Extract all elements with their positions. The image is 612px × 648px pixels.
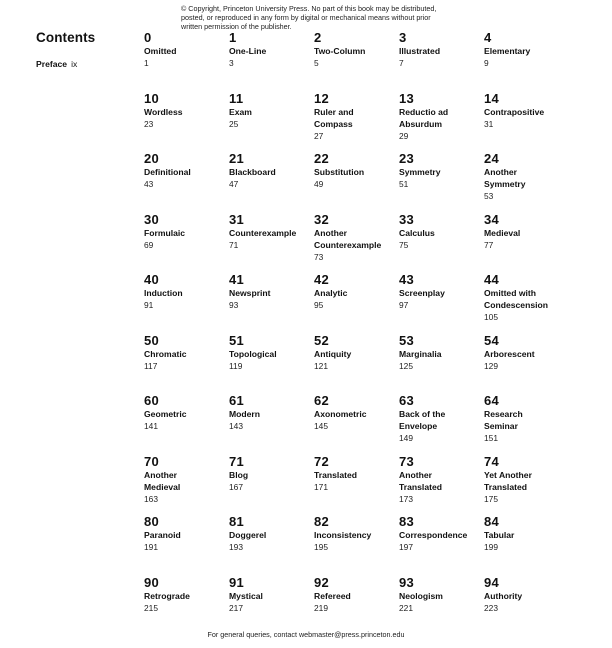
chapter-number: 30: [144, 211, 160, 227]
chapter-title: Omitted: [144, 46, 177, 56]
chapter-page-number: 195: [314, 542, 328, 552]
chapter-page-number: 151: [484, 433, 498, 443]
chapter-title: Another Counterexample: [314, 227, 382, 250]
toc-entry: [399, 213, 484, 274]
chapter-number: 22: [314, 151, 330, 166]
chapter-page-number: 1: [144, 58, 149, 68]
chapter-page-number: 73: [314, 251, 324, 262]
chapter-page-number: 91: [144, 300, 154, 310]
toc-entry: [484, 515, 569, 576]
toc-entry: [229, 273, 314, 334]
chapter-number: 10: [144, 90, 160, 106]
toc-entry: [314, 273, 399, 334]
chapter-page-number: 221: [399, 602, 413, 613]
chapter-title: Formulaic: [144, 227, 186, 238]
chapter-number: 52: [314, 332, 330, 348]
chapter-title: Blackboard: [229, 167, 276, 177]
chapter-page-number: 51: [399, 179, 409, 189]
chapter-number: 2: [314, 30, 322, 45]
toc-entry: [229, 334, 314, 395]
toc-entry: [484, 576, 569, 637]
chapter-number: 13: [399, 90, 415, 106]
toc-entry: [399, 92, 484, 153]
chapter-number: 60: [144, 393, 160, 408]
toc-entry: [314, 576, 399, 637]
chapter-title: Chromatic: [144, 348, 187, 359]
toc-entry: [484, 31, 569, 92]
copyright-notice: © Copyright, Princeton University Press. No part of this book may be distributed, posted, or reproduced in any form by digital or mechanical means without prior written permission of the publisher.: [181, 4, 437, 31]
toc-entry: [484, 455, 569, 516]
toc-entry: [484, 92, 569, 153]
chapter-number: 92: [314, 574, 330, 590]
chapter-page-number: 217: [229, 602, 243, 613]
chapter-title: Another Translated: [399, 469, 442, 492]
chapter-number: 20: [144, 151, 160, 166]
toc-entry: [144, 394, 229, 455]
toc-entry: [484, 213, 569, 274]
chapter-title: Authority: [484, 590, 523, 601]
chapter-title: Induction: [144, 288, 183, 298]
chapter-page-number: 69: [144, 239, 154, 250]
chapter-number: 90: [144, 574, 160, 590]
chapter-page-number: 43: [144, 179, 154, 189]
contents-heading: Contents: [36, 30, 96, 45]
chapter-title: Calculus: [399, 227, 435, 238]
chapter-page-number: 27: [314, 130, 324, 141]
chapter-title: Inconsistency: [314, 530, 372, 540]
chapter-number: 11: [229, 90, 244, 106]
toc-entry: [144, 31, 229, 92]
chapter-number: 42: [314, 272, 330, 287]
toc-entry: [314, 213, 399, 274]
chapter-page-number: 31: [484, 118, 494, 129]
chapter-title: Contrapositive: [484, 106, 545, 117]
chapter-title: Two-Column: [314, 46, 366, 56]
chapter-number: 4: [484, 30, 492, 45]
toc-entry: [399, 152, 484, 213]
toc-entry: [399, 31, 484, 92]
chapter-page-number: 75: [399, 239, 409, 250]
chapter-number: 81: [229, 514, 245, 529]
toc-grid: [144, 31, 594, 636]
chapter-page-number: 29: [399, 130, 409, 141]
chapter-title: Neologism: [399, 590, 443, 601]
toc-entry: [229, 515, 314, 576]
chapter-number: 71: [229, 453, 245, 469]
chapter-page-number: 223: [484, 602, 498, 613]
chapter-number: 33: [399, 211, 415, 227]
chapter-number: 53: [399, 332, 415, 348]
toc-entry: [144, 273, 229, 334]
chapter-page-number: 3: [229, 58, 234, 68]
chapter-number: 54: [484, 332, 500, 348]
chapter-title: Counterexample: [229, 227, 297, 238]
toc-entry: [314, 515, 399, 576]
chapter-page-number: 117: [144, 360, 158, 371]
chapter-page-number: 191: [144, 542, 158, 552]
chapter-title: Yet Another Translated: [484, 469, 532, 492]
chapter-page-number: 119: [229, 360, 243, 371]
chapter-number: 70: [144, 453, 160, 469]
toc-entry: [229, 455, 314, 516]
chapter-page-number: 173: [399, 493, 413, 504]
chapter-title: Elementary: [484, 46, 531, 56]
chapter-title: Definitional: [144, 167, 191, 177]
preface-entry: [36, 59, 77, 69]
chapter-number: 1: [229, 30, 237, 45]
chapter-page-number: 77: [484, 239, 494, 250]
chapter-number: 43: [399, 272, 415, 287]
toc-entry: [229, 394, 314, 455]
chapter-number: 94: [484, 574, 500, 590]
chapter-title: Analytic: [314, 288, 348, 298]
toc-entry: [314, 152, 399, 213]
chapter-title: Screenplay: [399, 288, 445, 298]
chapter-number: 40: [144, 272, 160, 287]
chapter-page-number: 95: [314, 300, 324, 310]
chapter-title: Reductio ad Absurdum: [399, 106, 449, 129]
toc-entry: [229, 92, 314, 153]
chapter-number: 51: [229, 332, 245, 348]
chapter-number: 73: [399, 453, 415, 469]
chapter-title: Medieval: [484, 227, 521, 238]
toc-entry: [144, 515, 229, 576]
footer-contact: For general queries, contact webmaster@press.princeton.edu: [207, 630, 405, 639]
chapter-page-number: 53: [484, 191, 494, 201]
toc-entry: [314, 394, 399, 455]
chapter-number: 80: [144, 514, 160, 529]
toc-entry: [229, 213, 314, 274]
chapter-number: 93: [399, 574, 415, 590]
toc-entry: [314, 92, 399, 153]
chapter-number: 84: [484, 514, 500, 529]
chapter-title: Retrograde: [144, 590, 190, 601]
chapter-number: 63: [399, 393, 415, 408]
toc-entry: [399, 334, 484, 395]
toc-entry: [314, 455, 399, 516]
chapter-page-number: 129: [484, 360, 498, 371]
chapter-page-number: 193: [229, 542, 243, 552]
toc-entry: [229, 31, 314, 92]
chapter-number: 34: [484, 211, 500, 227]
chapter-title: Axonometric: [314, 409, 367, 419]
chapter-title: Tabular: [484, 530, 515, 540]
chapter-title: Another Medieval: [144, 469, 181, 492]
chapter-page-number: 9: [484, 58, 489, 68]
chapter-title: Illustrated: [399, 46, 441, 56]
chapter-page-number: 49: [314, 179, 324, 189]
chapter-title: Refereed: [314, 590, 351, 601]
chapter-title: Back of the Envelope: [399, 409, 446, 431]
chapter-title: Marginalia: [399, 348, 442, 359]
chapter-page-number: 5: [314, 58, 319, 68]
chapter-number: 0: [144, 30, 152, 45]
chapter-title: Modern: [229, 409, 261, 419]
chapter-title: Blog: [229, 469, 249, 480]
toc-entry: [484, 273, 569, 334]
chapter-page-number: 171: [314, 481, 328, 492]
toc-entry: [484, 152, 569, 213]
chapter-number: 3: [399, 30, 407, 45]
chapter-title: Topological: [229, 348, 277, 359]
chapter-number: 12: [314, 90, 330, 106]
toc-entry: [144, 92, 229, 153]
chapter-title: Wordless: [144, 106, 183, 117]
toc-entry: [144, 334, 229, 395]
chapter-page-number: 215: [144, 602, 158, 613]
toc-entry: [144, 455, 229, 516]
chapter-page-number: 125: [399, 360, 413, 371]
chapter-number: 72: [314, 453, 330, 469]
chapter-number: 44: [484, 272, 500, 287]
chapter-page-number: 143: [229, 421, 243, 431]
toc-entry: [144, 576, 229, 637]
chapter-title: Geometric: [144, 409, 187, 419]
chapter-number: 83: [399, 514, 415, 529]
toc-entry: [314, 31, 399, 92]
chapter-title: Exam: [229, 106, 252, 117]
chapter-page-number: 149: [399, 433, 413, 443]
chapter-title: Antiquity: [314, 348, 352, 359]
chapter-number: 41: [229, 272, 245, 287]
toc-entry: [229, 576, 314, 637]
toc-entry: [399, 394, 484, 455]
chapter-page-number: 163: [144, 493, 158, 504]
preface-page: ix: [71, 59, 78, 69]
chapter-page-number: 25: [229, 118, 239, 129]
chapter-page-number: 175: [484, 493, 498, 504]
chapter-title: Translated: [314, 469, 357, 480]
chapter-page-number: 145: [314, 421, 328, 431]
chapter-page-number: 97: [399, 300, 409, 310]
chapter-number: 50: [144, 332, 160, 348]
chapter-title: Ruler and Compass: [314, 106, 354, 129]
chapter-title: Symmetry: [399, 167, 441, 177]
chapter-number: 61: [229, 393, 245, 408]
chapter-number: 62: [314, 393, 330, 408]
toc-entry: [314, 334, 399, 395]
chapter-title: Substitution: [314, 167, 365, 177]
chapter-page-number: 47: [229, 179, 239, 189]
chapter-number: 32: [314, 211, 330, 227]
chapter-title: One-Line: [229, 46, 267, 56]
chapter-title: Newsprint: [229, 288, 271, 298]
chapter-number: 23: [399, 151, 415, 166]
chapter-number: 64: [484, 393, 500, 408]
toc-entry: [399, 515, 484, 576]
toc-entry: [399, 455, 484, 516]
toc-entry: [399, 273, 484, 334]
chapter-title: Omitted with Condescension: [484, 288, 548, 310]
chapter-page-number: 199: [484, 542, 498, 552]
chapter-number: 21: [229, 151, 245, 166]
chapter-page-number: 121: [314, 360, 328, 371]
chapter-page-number: 71: [229, 239, 239, 250]
toc-entry: [399, 576, 484, 637]
chapter-number: 24: [484, 151, 500, 166]
chapter-title: Doggerel: [229, 530, 267, 540]
toc-entry: [229, 152, 314, 213]
chapter-number: 82: [314, 514, 330, 529]
chapter-page-number: 7: [399, 58, 404, 68]
chapter-page-number: 197: [399, 542, 413, 552]
chapter-page-number: 105: [484, 312, 498, 322]
chapter-title: Paranoid: [144, 530, 181, 540]
toc-entry: [144, 152, 229, 213]
toc-entry: [484, 334, 569, 395]
preface-label: Preface: [36, 59, 68, 69]
chapter-title: Another Symmetry: [484, 167, 526, 189]
chapter-title: Research Seminar: [484, 409, 523, 431]
chapter-page-number: 93: [229, 300, 239, 310]
chapter-number: 74: [484, 453, 500, 469]
chapter-page-number: 141: [144, 421, 158, 431]
chapter-title: Mystical: [229, 590, 263, 601]
chapter-title: Arborescent: [484, 348, 535, 359]
chapter-number: 91: [229, 574, 245, 590]
chapter-number: 14: [484, 90, 500, 106]
toc-entry: [484, 394, 569, 455]
chapter-page-number: 23: [144, 118, 154, 129]
toc-entry: [144, 213, 229, 274]
chapter-title: Correspondence: [399, 530, 468, 540]
chapter-page-number: 167: [229, 481, 243, 492]
chapter-page-number: 219: [314, 602, 328, 613]
chapter-number: 31: [229, 211, 245, 227]
